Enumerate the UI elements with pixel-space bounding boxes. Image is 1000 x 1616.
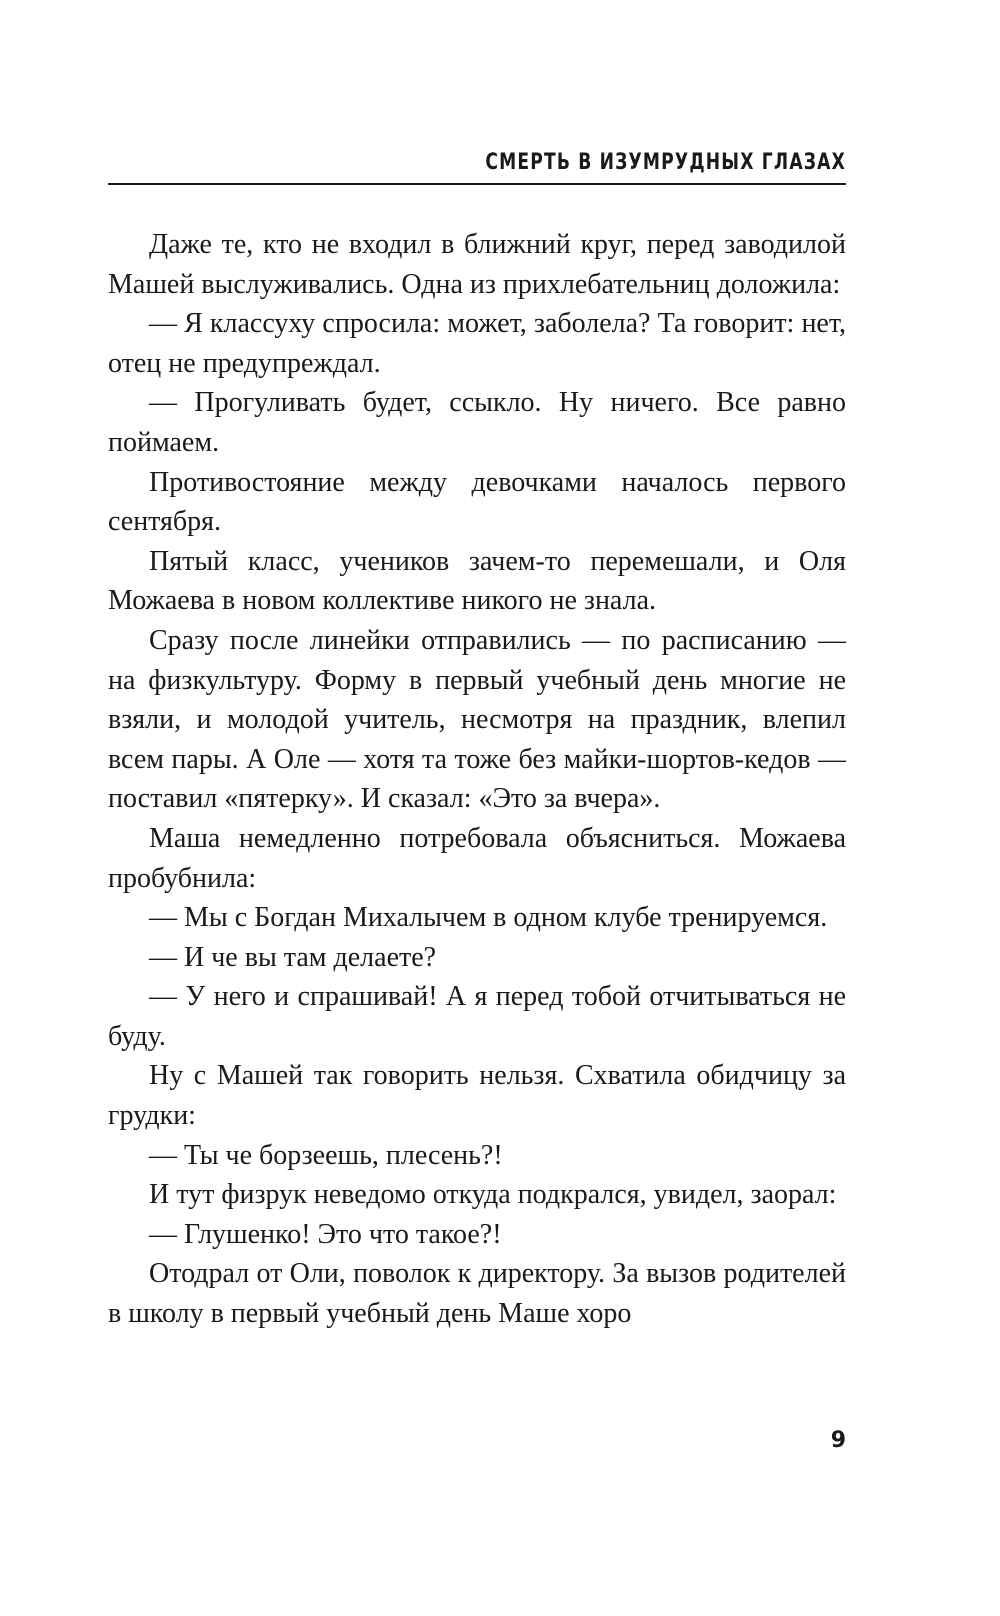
paragraph-7: Маша немедленно потребовала объясниться. Можаева пробубнила: — [108, 822, 846, 894]
header-rule — [108, 183, 846, 185]
paragraph-4: Противостояние между девочками началось первого сентября. — [108, 466, 846, 538]
paragraph-5: Пятый класс, учеников зачем-то перемешали, и Оля Можаева в новом коллективе никого не знала. — [108, 545, 846, 617]
paragraph-2: — Я классуху спросила: может, заболела? Та говорит: нет, отец не предупреждал. — [108, 308, 846, 379]
page-number: 9 — [830, 1428, 846, 1453]
paragraph-8: — Мы с Богдан Михалычем в одном клубе тренируемся. — [149, 902, 828, 934]
paragraph-11: Ну с Машей так говорить нельзя. Схватила обидчицу за грудки: — [108, 1060, 846, 1132]
body-text — [108, 225, 846, 1334]
paragraph-1: Даже те, кто не входил в ближний круг, перед заводилой Машей выслуживались. Одна из прихлебательниц доложила: — [108, 229, 846, 300]
paragraph-13: И тут физрук неведомо откуда подкрался, увидел, заорал: — [149, 1179, 837, 1211]
paragraph-14: — Глушенко! Это что такое?! — [149, 1218, 502, 1250]
paragraph-12: — Ты че борзеешь, плесень?! — [149, 1139, 503, 1171]
running-header: СМЕРТЬ В ИЗУМРУДНЫХ ГЛАЗАХ — [485, 150, 846, 175]
paragraph-3: — Прогуливать будет, ссыкло. Ну ничего. Все равно поймаем. — [108, 387, 846, 458]
paragraph-6: Сразу после линейки отправились — по расписанию — на физкультуру. Форму в первый учебный день многие не взяли, и молодой учитель, несмотря на праздник, влепил всем пары. А Оле — хотя та тоже без майки-шортов-кедов — поставил «пятерку». И сказал: «Это за вчера». — [108, 624, 846, 815]
paragraph-15: Отодрал от Оли, поволок к директору. За вызов родителей в школу в первый учебный день Маше хоро — [108, 1258, 846, 1330]
paragraph-10: — У него и спрашивай! А я перед тобой отчитываться не буду. — [108, 981, 846, 1052]
paragraph-9: — И че вы там делаете? — [149, 941, 437, 973]
